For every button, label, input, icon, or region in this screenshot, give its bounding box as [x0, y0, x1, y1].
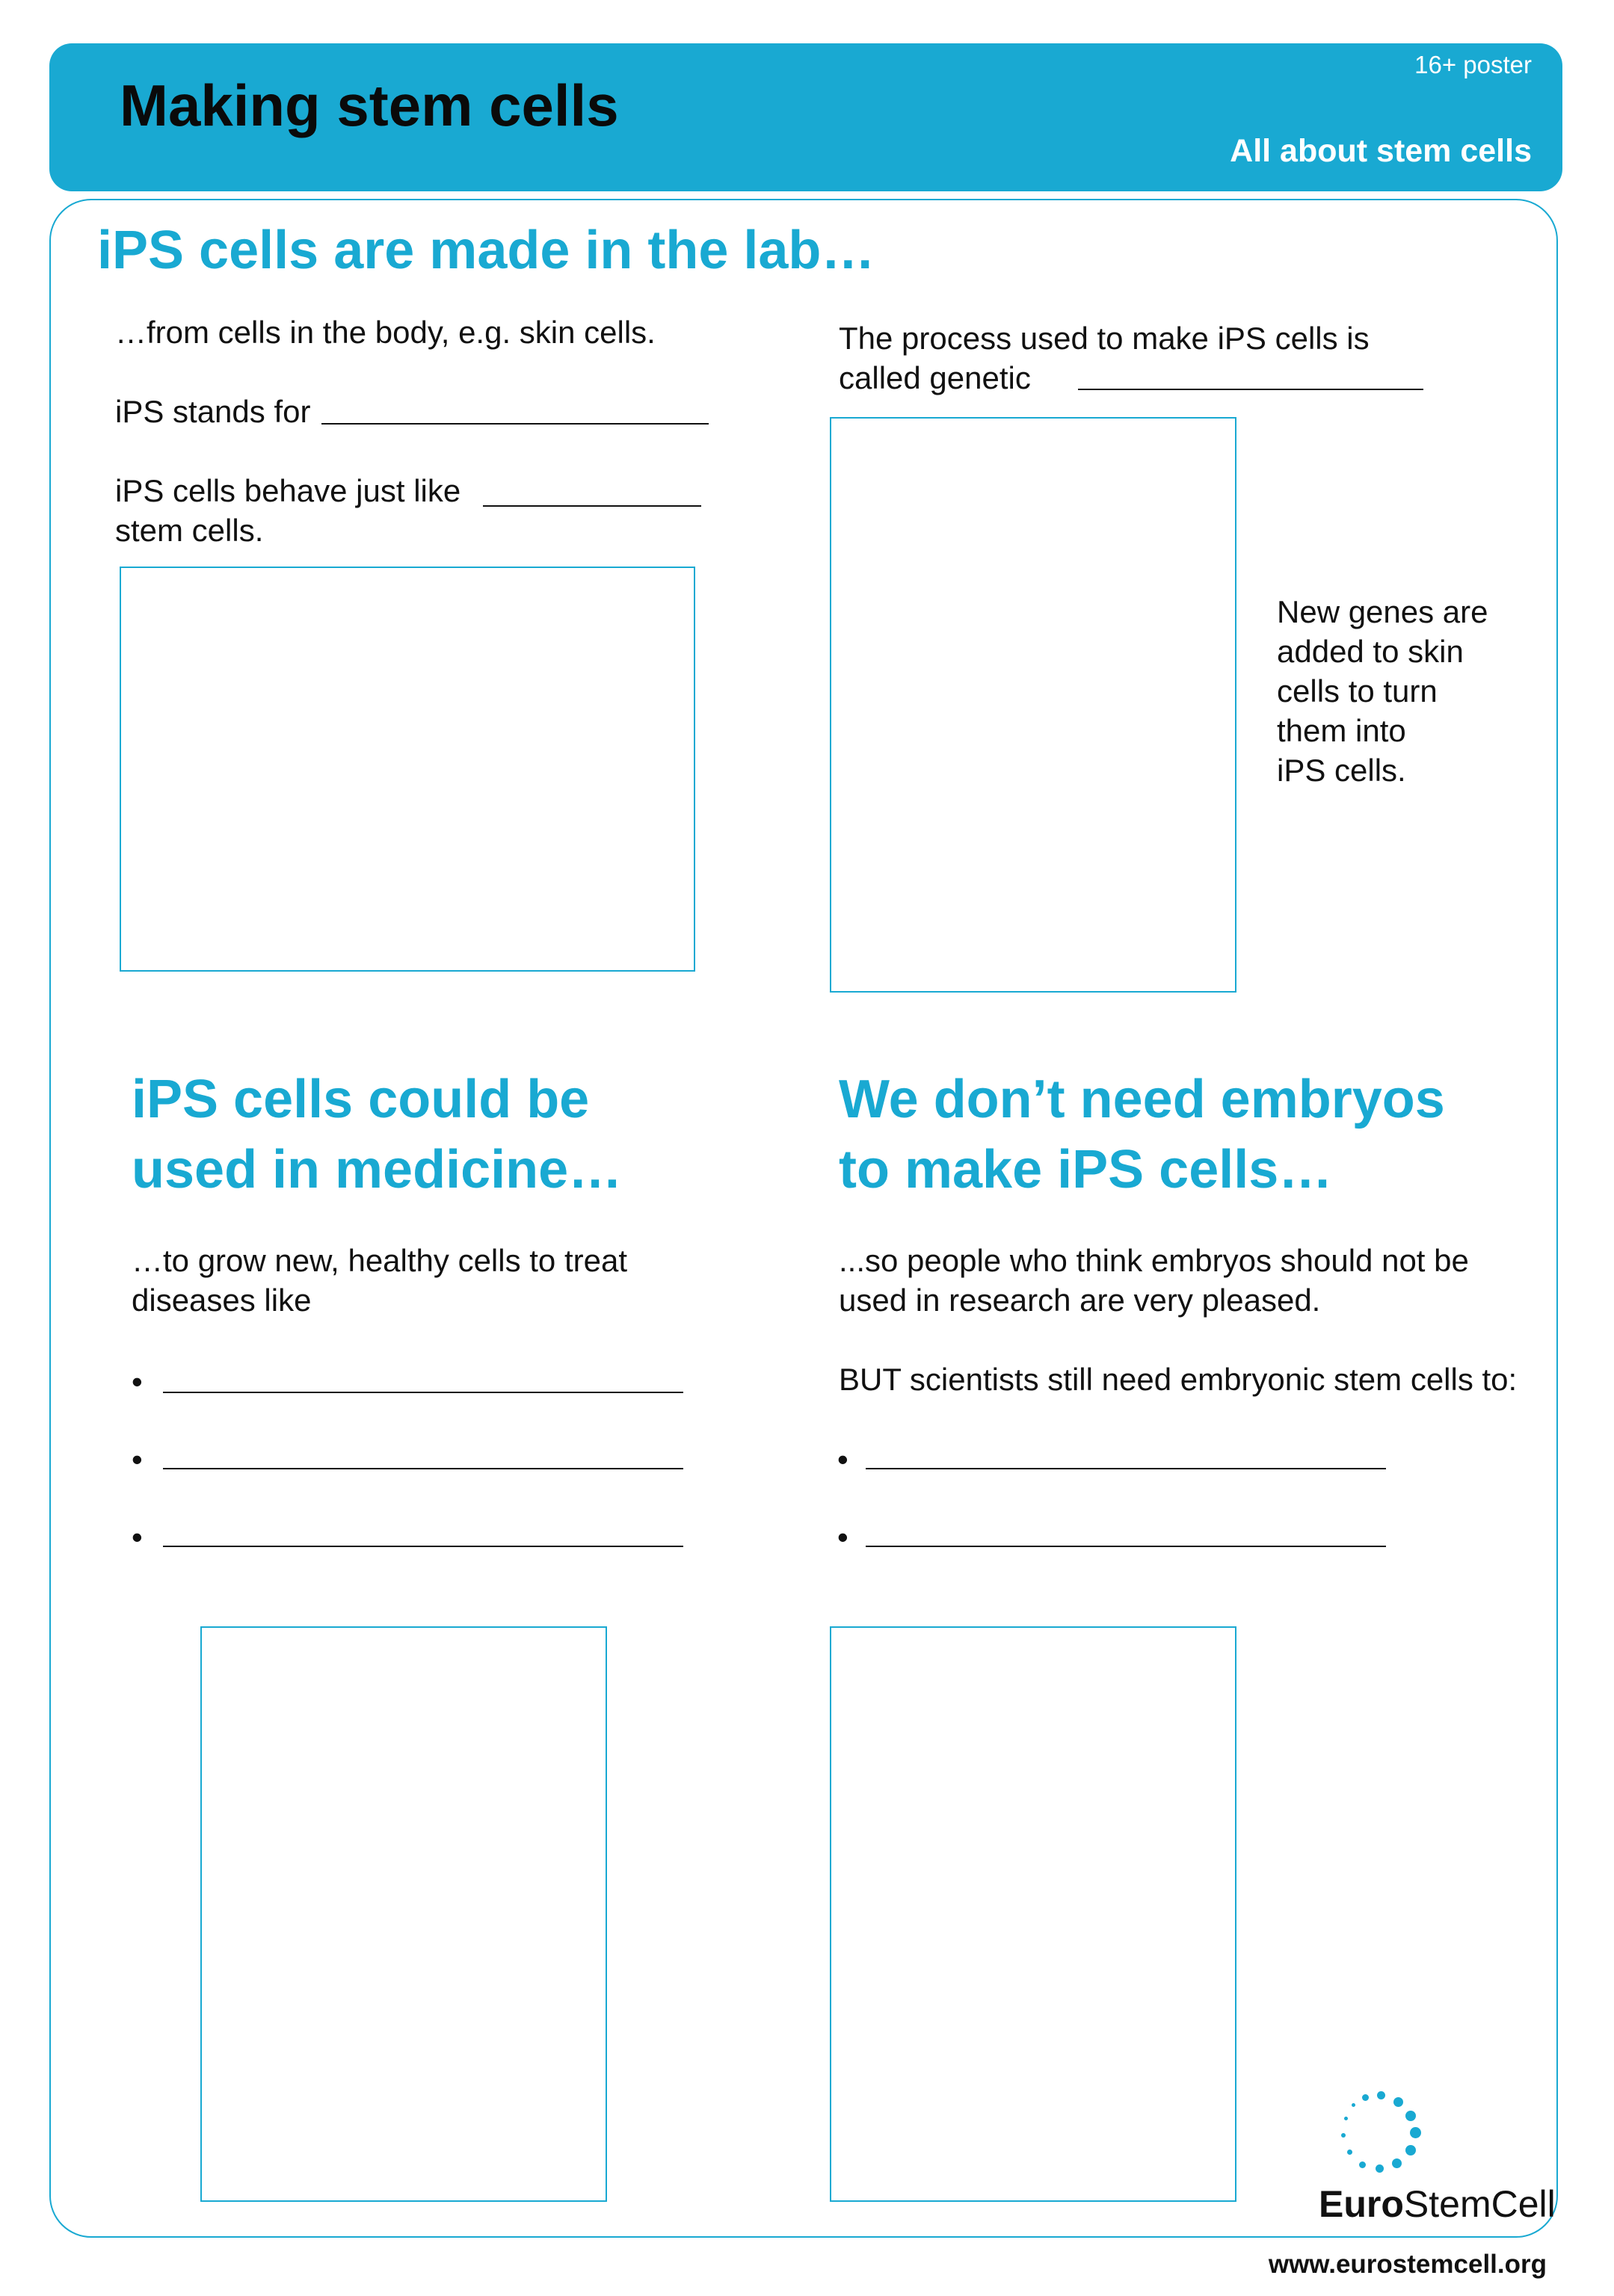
- drawing-box-1[interactable]: [120, 567, 695, 972]
- section2-text-line2: diseases like: [132, 1283, 312, 1318]
- behave-blank[interactable]: [483, 505, 701, 507]
- genes-text-4: them into: [1277, 713, 1406, 748]
- process-label-line1: The process used to make iPS cells is: [839, 321, 1370, 356]
- section1-intro: …from cells in the body, e.g. skin cells.: [115, 315, 656, 350]
- section3-text-line2: used in research are very pleased.: [839, 1283, 1321, 1318]
- but-scientists-text: BUT scientists still need embryonic stem cells to:: [839, 1362, 1518, 1397]
- section3-heading-line1: We don’t need embryos: [839, 1070, 1445, 1129]
- section2-text-line1: …to grow new, healthy cells to treat: [132, 1243, 627, 1278]
- stands-for-label: iPS stands for: [115, 394, 311, 429]
- logo-text-rest: StemCell: [1403, 2183, 1556, 2225]
- drawing-box-2[interactable]: [830, 417, 1236, 993]
- eurostemcell-logo-icon: [1323, 2090, 1428, 2187]
- bullet-marker: •: [132, 1364, 143, 1399]
- drawing-box-3[interactable]: [200, 1626, 607, 2202]
- stands-for-blank[interactable]: [321, 423, 709, 425]
- section3-text-line1: ...so people who think embryos should not be: [839, 1243, 1469, 1278]
- genes-text-2: added to skin: [1277, 634, 1464, 669]
- bullet-marker: •: [132, 1519, 143, 1555]
- genes-text-1: New genes are: [1277, 594, 1488, 629]
- behave-label-line1: iPS cells behave just like: [115, 473, 461, 508]
- section2-heading-line2: used in medicine…: [132, 1140, 623, 1200]
- logo-text-bold: Euro: [1319, 2183, 1404, 2225]
- disease-blank-1[interactable]: [163, 1392, 683, 1393]
- process-blank[interactable]: [1078, 389, 1423, 390]
- website-url[interactable]: www.eurostemcell.org: [1268, 2250, 1547, 2279]
- section2-heading-line1: iPS cells could be: [132, 1070, 590, 1129]
- disease-blank-2[interactable]: [163, 1468, 683, 1469]
- section1-heading: iPS cells are made in the lab…: [97, 220, 875, 280]
- genes-text-3: cells to turn: [1277, 673, 1438, 709]
- behave-label-line2: stem cells.: [115, 513, 264, 548]
- header-subtitle: All about stem cells: [1230, 133, 1532, 169]
- drawing-box-4[interactable]: [830, 1626, 1236, 2202]
- reason-blank-1[interactable]: [866, 1468, 1386, 1469]
- bullet-marker: •: [132, 1442, 143, 1477]
- genes-text-5: iPS cells.: [1277, 753, 1406, 788]
- section3-heading-line2: to make iPS cells…: [839, 1140, 1333, 1200]
- process-label-line2: called genetic: [839, 360, 1031, 395]
- bullet-marker: •: [837, 1519, 848, 1555]
- reason-blank-2[interactable]: [866, 1546, 1386, 1547]
- page-title: Making stem cells: [120, 72, 619, 138]
- poster-tag: 16+ poster: [1414, 51, 1532, 78]
- eurostemcell-logo-text: [1319, 2182, 1556, 2226]
- bullet-marker: •: [837, 1442, 848, 1477]
- disease-blank-3[interactable]: [163, 1546, 683, 1547]
